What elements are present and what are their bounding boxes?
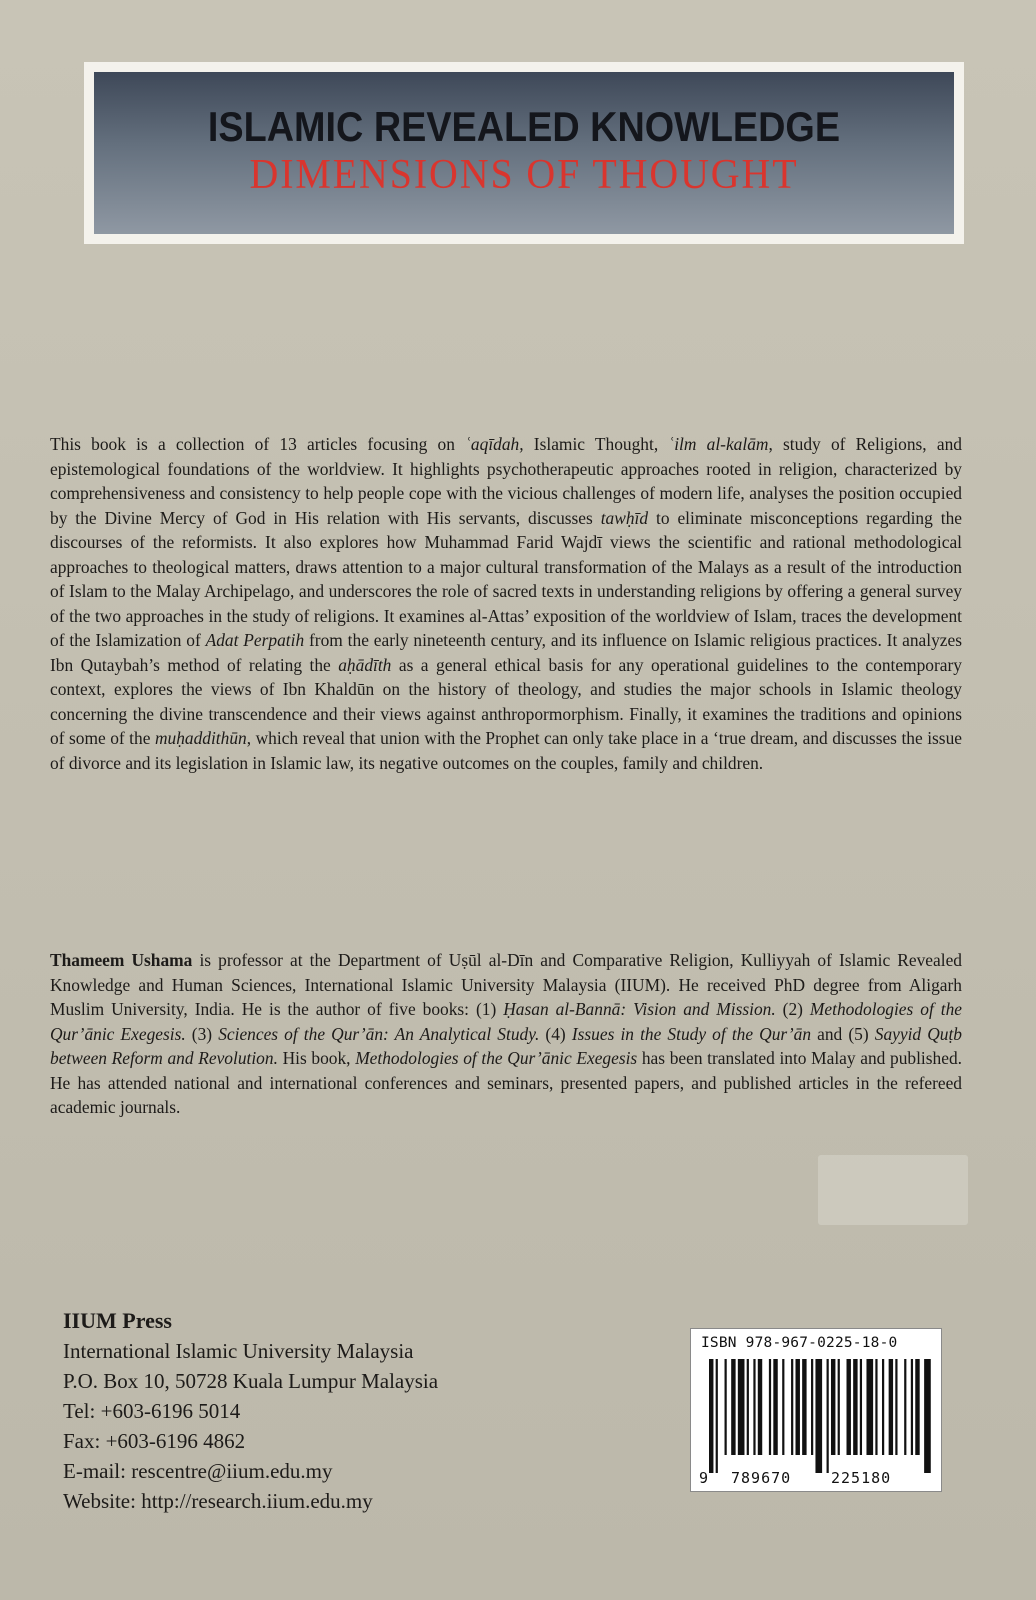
- isbn-label: ISBN 978-967-0225-18-0: [701, 1335, 898, 1351]
- description-paragraph: [50, 432, 962, 775]
- bio-text: has been translated into Malay and published. He has attended national and international conferences and seminars, presented papers, and published articles in the refereed academic journals.: [50, 1048, 962, 1117]
- publisher-email: E-mail: rescentre@iium.edu.my: [63, 1459, 333, 1483]
- publisher-org: International Islamic University Malaysia: [63, 1339, 414, 1363]
- description-text: , which reveal that union with the Prophet can only take place in a ‘true dream, and discusses the issue of divorce and its legislation in Islamic law, its negative outcomes on the couples, family and children.: [50, 728, 962, 773]
- bio-italic: Methodologies of the Qur’ānic Exegesis.: [50, 999, 962, 1044]
- bio-text: is professor at the Department of Uṣūl al-Dīn and Comparative Religion, Kulliyyah of Islamic Revealed Knowledge and Human Sciences, International Islamic University Malaysia (IIUM). He received PhD degree from Aligarh Muslim University, India. He is the author of five books: (1): [50, 950, 962, 1019]
- publisher-tel: Tel: +603-6196 5014: [63, 1399, 241, 1423]
- description-italic: aḥādīth: [338, 654, 392, 675]
- bio-text: (2): [775, 999, 810, 1019]
- description-italic: ʿilm al-kalām: [668, 434, 769, 454]
- title-banner: [94, 72, 954, 234]
- bio-text: (4): [539, 1023, 572, 1044]
- barcode-icon: [709, 1359, 933, 1473]
- barcode-digits-left: 789670: [731, 1469, 792, 1487]
- bio-text: (3): [185, 1023, 219, 1044]
- bio-text: and (5): [811, 1023, 875, 1044]
- author-name: Thameem Ushama: [50, 950, 193, 970]
- description-text: from the early nineteenth century, and its influence on Islamic religious practices. It analyzes Ibn Qutaybah’s method of relating the: [50, 630, 962, 675]
- book-subtitle: DIMENSIONS OF THOUGHT: [249, 152, 799, 198]
- bio-paragraph: [50, 948, 962, 1120]
- label-residue: [818, 1155, 968, 1225]
- barcode-digits-right: 225180: [831, 1469, 892, 1487]
- author-bio: [50, 948, 962, 1120]
- description-text: to eliminate misconceptions regarding the discourses of the reformists. It also explores how Muhammad Farid Wajdī views the scientific and rational methodological approaches to theological matters, draws attention to a major cultural transformation of the Malays as a result of the introduction of Islam to the Malay Archipelago, and underscores the role of sacred texts in understanding religions by offering a general survey of the two approaches in the study of religions. It examines al-Attas’ exposition of the worldview of Islam, traces the development of the Islamization of: [50, 507, 962, 650]
- description-italic: muḥaddithūn: [154, 728, 247, 748]
- description-text: as a general ethical basis for any operational guidelines to the contemporary context, explores the views of Ibn Khaldūn on the history of theology, and studies the major schools in Islamic theology concerning the divine transcendence and their views against anthropormorphism. Finally, it examines the traditions and opinions of some of the: [50, 654, 962, 748]
- bio-italic: Sciences of the Qur’ān: An Analytical Study.: [218, 1023, 540, 1044]
- publisher-website: Website: http://research.iium.edu.my: [63, 1489, 373, 1513]
- title-panel: [84, 62, 964, 244]
- description-italic: ʿaqīdah,: [465, 434, 524, 454]
- publisher-fax: Fax: +603-6196 4862: [63, 1429, 246, 1453]
- description-text: Islamic Thought,: [523, 434, 669, 454]
- description-text: , study of Religions, and epistemological foundations of the worldview. It highlights psychotherapeutic approaches rooted in religion, characterized by comprehensiveness and consistency to help people cope with the vicious challenges of modern life, analyses the position occupied by the Divine Mercy of God in His relation with His servants, discusses: [50, 434, 962, 528]
- description-italic: Adat Perpatih: [205, 630, 305, 650]
- bio-text: His book,: [277, 1048, 356, 1068]
- book-title: ISLAMIC REVEALED KNOWLEDGE: [207, 103, 841, 150]
- book-description: [50, 432, 962, 775]
- barcode-digit-first: 9: [699, 1469, 709, 1487]
- isbn-barcode: [690, 1328, 942, 1492]
- bio-italic: Sayyid Quṭb between Reform and Revolution.: [50, 1023, 962, 1068]
- publisher-name: IIUM Press: [63, 1308, 172, 1333]
- description-italic: tawḥīd: [600, 507, 649, 528]
- bio-italic: Issues in the Study of the Qur’ān: [571, 1023, 812, 1044]
- bio-italic: Ḥasan al-Bannā: Vision and Mission.: [503, 999, 776, 1019]
- description-text: This book is a collection of 13 articles focusing on: [50, 434, 466, 454]
- publisher-info: [63, 1306, 583, 1516]
- publisher-address: P.O. Box 10, 50728 Kuala Lumpur Malaysia: [63, 1369, 439, 1393]
- bio-italic: Methodologies of the Qur’ānic Exegesis: [355, 1048, 638, 1068]
